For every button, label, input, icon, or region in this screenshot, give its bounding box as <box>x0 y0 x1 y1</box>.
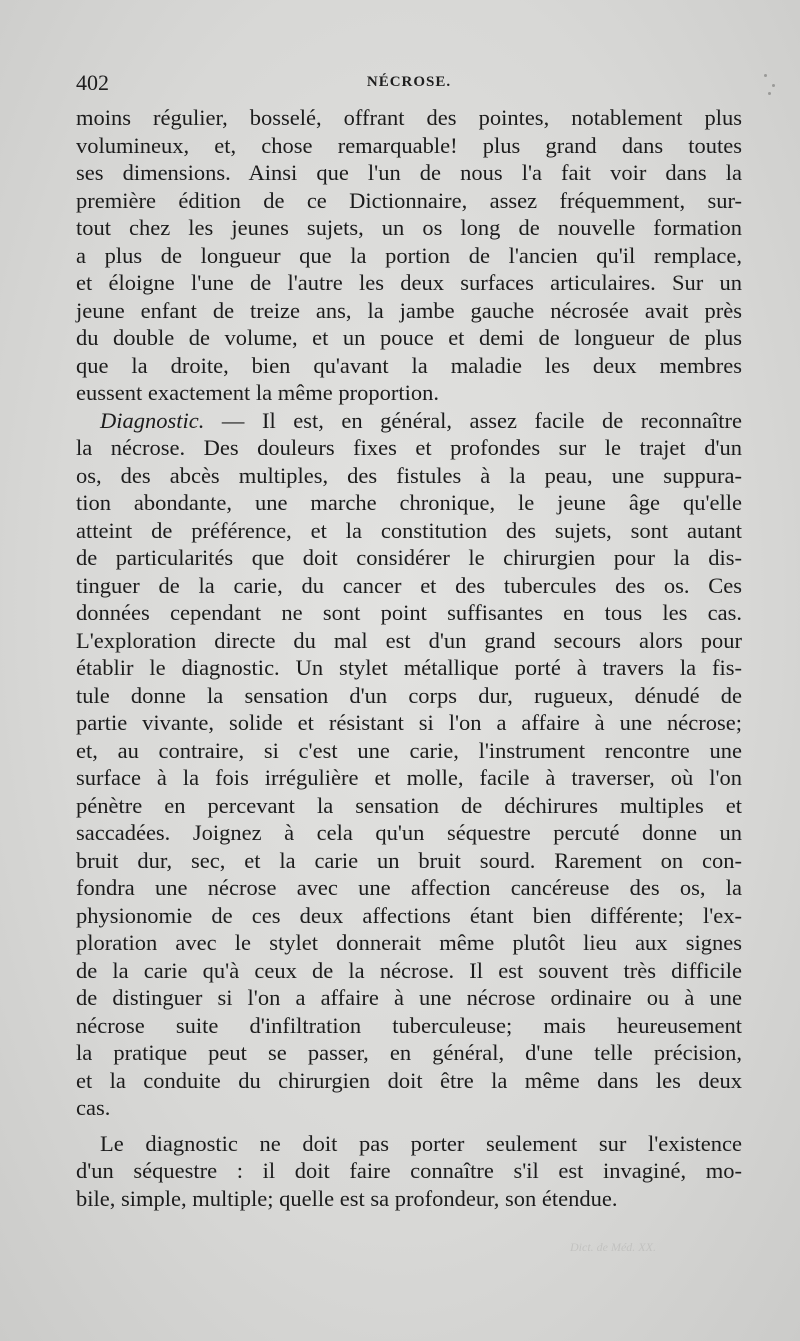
text-line: moins régulier, bosselé, offrant des pointes, notablement plus <box>76 105 742 130</box>
text-line: d'un séquestre : il doit faire connaître s'il est invaginé, mo- <box>76 1158 742 1183</box>
text-line: tion abondante, une marche chronique, le jeune âge qu'elle <box>76 490 742 515</box>
text-line: surface à la fois irrégulière et molle, facile à traverser, où l'on <box>76 765 742 790</box>
text-line: nécrose suite d'infiltration tuberculeuse; mais heureusement <box>76 1012 742 1038</box>
text-line: eussent exactement la même proportion. <box>76 380 439 405</box>
text-line: données cependant ne sont point suffisantes en tous les cas. <box>76 600 742 625</box>
text-line: de distinguer si l'on a affaire à une nécrose ordinaire ou à une <box>76 985 742 1010</box>
text-line: de la carie qu'à ceux de la nécrose. Il est souvent très difficile <box>76 957 742 983</box>
text-line: cas. <box>76 1095 111 1120</box>
text-line: bruit dur, sec, et la carie un bruit sourd. Rarement on con- <box>76 847 742 873</box>
paragraph-diagnostic <box>76 407 742 1122</box>
text-line: du double de volume, et un pouce et demi de longueur de plus <box>76 325 742 350</box>
text-line: la nécrose. Des douleurs fixes et profondes sur le trajet d'un <box>76 435 742 460</box>
paragraph-3 <box>76 1130 742 1213</box>
text-line: L'exploration directe du mal est d'un grand secours alors pour <box>76 627 742 653</box>
text-line: que la droite, bien qu'avant la maladie les deux membres <box>76 352 742 378</box>
text-line: de particularités que doit considérer le chirurgien pour la dis- <box>76 545 742 570</box>
text-line <box>76 407 742 435</box>
text-line: première édition de ce Dictionnaire, assez fréquemment, sur- <box>76 187 742 213</box>
text-line: partie vivante, solide et résistant si l'on a affaire à une nécrose; <box>76 710 742 735</box>
text-line: ses dimensions. Ainsi que l'un de nous l'a fait voir dans la <box>76 160 742 185</box>
text-line: tule donne la sensation d'un corps dur, rugueux, dénudé de <box>76 682 742 708</box>
text-line: tinguer de la carie, du cancer et des tubercules des os. Ces <box>76 572 742 598</box>
page-number: 402 <box>76 70 109 95</box>
text-line: ploration avec le stylet donnerait même plutôt lieu aux signes <box>76 930 742 955</box>
text-line: bile, simple, multiple; quelle est sa profondeur, son étendue. <box>76 1185 618 1211</box>
text-line: établir le diagnostic. Un stylet métallique porté à travers la fis- <box>76 655 742 680</box>
text-line: et la conduite du chirurgien doit être la même dans les deux <box>76 1067 742 1093</box>
text-line: os, des abcès multiples, des fistules à la peau, une suppura- <box>76 462 742 488</box>
text-line: la pratique peut se passer, en général, d'une telle précision, <box>76 1040 742 1065</box>
text-line: physionomie de ces deux affections étant bien différente; l'ex- <box>76 902 742 928</box>
lead-continuation: — Il est, en général, assez facile de reconnaître <box>204 407 742 433</box>
body-text <box>76 104 742 1212</box>
text-line: Le diagnostic ne doit pas porter seulement sur l'existence <box>100 1130 742 1156</box>
paragraph-1 <box>76 104 742 407</box>
text-line: atteint de préférence, et la constitution des sujets, sont autant <box>76 517 742 543</box>
text-line: et éloigne l'une de l'autre les deux surfaces articulaires. Sur un <box>76 270 742 295</box>
running-title: NÉCROSE. <box>366 74 452 90</box>
text-line: pénètre en percevant la sensation de déchirures multiples et <box>76 792 742 818</box>
text-line: a plus de longueur que la portion de l'ancien qu'il remplace, <box>76 242 742 268</box>
text-line: tout chez les jeunes sujets, un os long de nouvelle formation <box>76 215 742 240</box>
text-line: saccadées. Joignez à cela qu'un séquestre percuté donne un <box>76 820 742 845</box>
show-through-text: Dict. de Méd. XX. <box>570 1240 656 1254</box>
text-line: jeune enfant de treize ans, la jambe gauche nécrosée avait près <box>76 297 742 323</box>
section-lead: Diagnostic. <box>100 407 205 433</box>
text-line: volumineux, et, chose remarquable! plus grand dans toutes <box>76 132 742 158</box>
text-line: fondra une nécrose avec une affection cancéreuse des os, la <box>76 875 742 900</box>
paper-specks <box>762 70 782 100</box>
text-line: et, au contraire, si c'est une carie, l'instrument rencontre une <box>76 737 742 763</box>
